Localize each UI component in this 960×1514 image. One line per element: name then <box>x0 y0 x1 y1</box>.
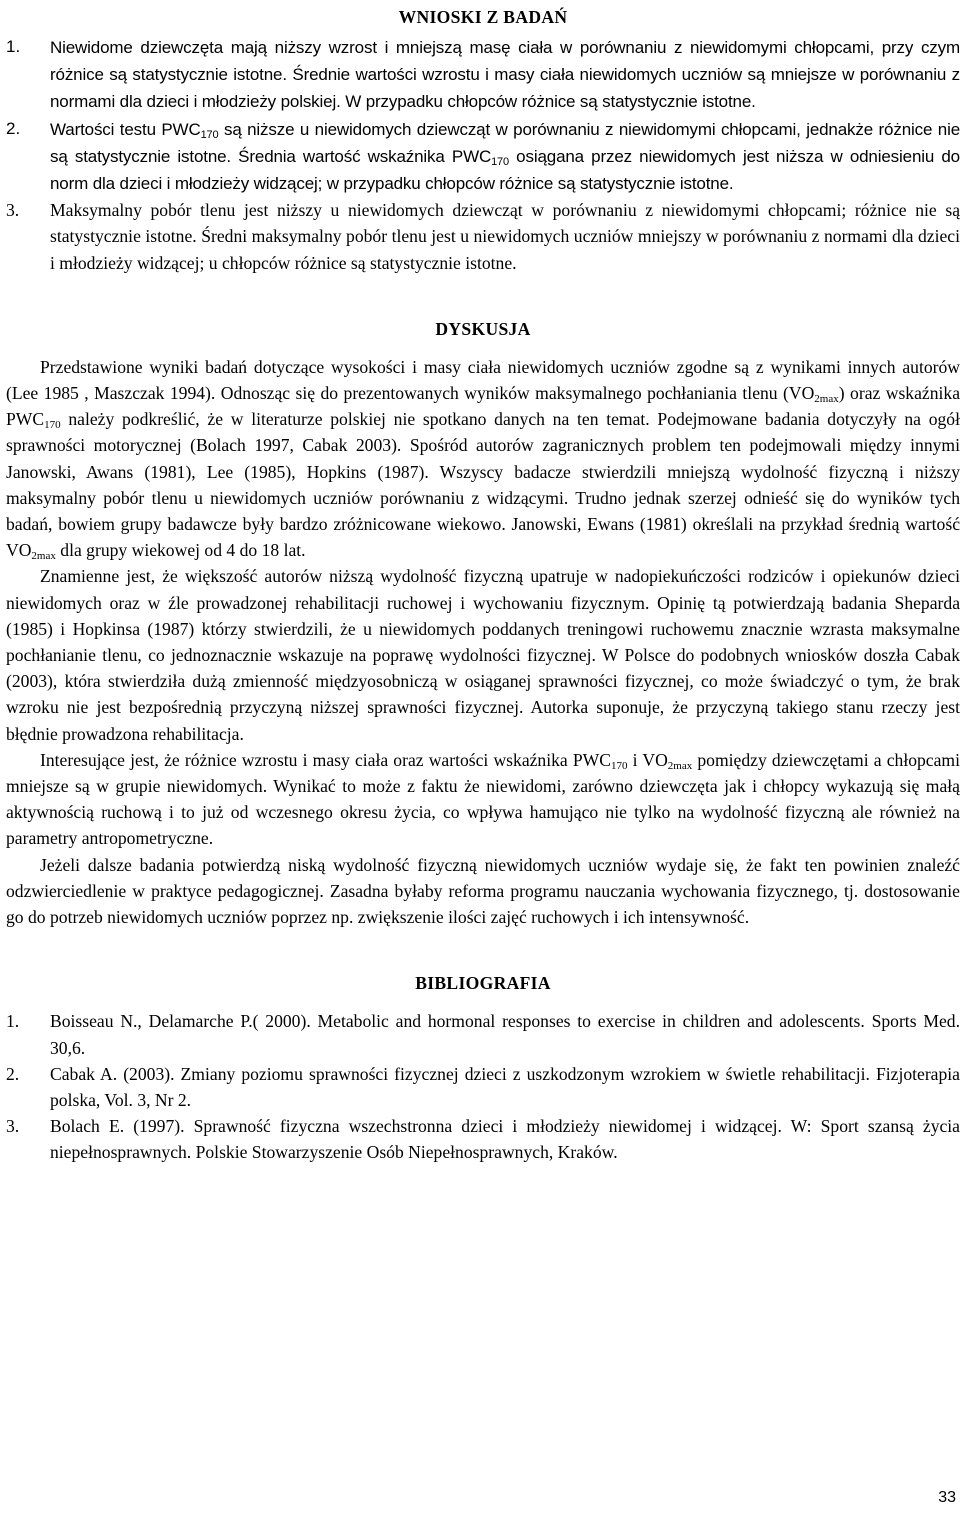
bibliography-text: Bolach E. (1997). Sprawność fizyczna wszechstronna dzieci i młodzieży niewidomej i widzącej. W: Sport szansą życia niepełnosprawnych. Polskie Stowarzyszenie Osób Niepełnosprawnych, Kraków. <box>50 1116 960 1163</box>
subscript: 2max <box>31 550 56 563</box>
bibliography-text: Boisseau N., Delamarche P.( 2000). Metabolic and hormonal responses to exercise in children and adolescents. Sports Med. 30,6. <box>50 1011 960 1058</box>
text-segment: należy podkreślić, że w literaturze polskiej nie spotkano danych na ten temat. Podejmowane badania dotyczyły na ogół sprawności motorycznej (Bolach 1997, Cabak 2003). Spośród autorów zagranicznych problem ten podejmowali między innymi Janowski, Awans (1981), Lee (1985), Hopkins (1987). Wszyscy badacze stwierdzili mniejszą wydolność fizyczną i niższy maksymalny pobór tlenu u niewidomych uczniów porównaniu z widzącymi. Trudno jednak szerzej odnieść się do wyników tych badań, bowiem grupy badawcze były bardzo zróżnicowane wiekowo. Janowski, Ewans (1981) określali na przykład średnią wartość VO <box>6 409 960 561</box>
subscript: 2max <box>814 393 839 406</box>
conclusion-number: 1. <box>6 37 21 56</box>
discussion-paragraph <box>6 354 960 564</box>
discussion-paragraph: Znamienne jest, że większość autorów niższą wydolność fizyczną upatruje w nadopiekuńczości rodziców i opiekunów dzieci niewidomych oraz w źle prowadzonej rehabilitacji ruchowej i wychowaniu fizycznym. Opinię tą potwierdzają badania Sheparda (1985) i Hopkinsa (1987) którzy stwierdzili, że u niewidomych poddanych treningowi ruchowemu znacznie wzrasta maksymalne pochłanianie tlenu, co jednoznacznie wskazuje na poprawę wydolności fizycznej. W Polsce do podobnych wniosków doszła Cabak (2003), która stwierdziła dużą zmienność międzyosobniczą w osiąganej sprawności fizycznej, co może świadczyć o tym, że brak wzroku nie jest bezpośrednią przyczyną niższej sprawności fizycznej. Autorka suponuje, że przyczyną takiego stanu rzeczy jest błędnie prowadzona rehabilitacja. <box>6 566 960 744</box>
discussion-heading: DYSKUSJA <box>435 318 531 339</box>
conclusion-item <box>6 34 960 116</box>
subscript: 170 <box>491 155 509 168</box>
conclusions-list <box>6 34 960 276</box>
bibliography-text: Cabak A. (2003). Zmiany poziomu sprawności fizycznej dzieci z uszkodzonym wzrokiem w świetle rehabilitacji. Fizjoterapia polska, Vol. 3, Nr 2. <box>50 1063 960 1110</box>
text-segment: Przedstawione wyniki badań dotyczące wysokości i masy ciała niewidomych uczniów zgodne są z wynikami innych autorów (Lee 1985 , Maszczak 1994). Odnosząc się do prezentowanych wyników maksymalnego pochłaniania tlenu (VO <box>6 356 960 404</box>
text-segment: pomiędzy dziewczętami a chłopcami mniejsze są w grupie niewidomych. Wynikać to może z faktu że niewidomi, zarówno dziewczęta jak i chłopcy wykazują się małą aktywnością ruchową i to już od wczesnego okresu życia, co wpływa hamująco nie tylko na wydolność fizyczną ale również na parametry antropometryczne. <box>6 749 960 849</box>
text-segment: osiągana przez niewidomych jest niższa w odniesieniu do norm dla dzieci i młodzieży widzącej; w przypadku chłopców różnice są statystycznie istotne. <box>50 146 960 194</box>
text-segment: Interesujące jest, że różnice wzrostu i masy ciała oraz wartości wskaźnika PWC <box>40 749 611 770</box>
text-segment: ) oraz wskaźnika PWC <box>6 383 960 430</box>
document-page <box>6 4 960 1166</box>
bibliography-number: 2. <box>6 1063 20 1084</box>
conclusion-number: 3. <box>6 200 20 221</box>
text-segment: Wartości testu PWC <box>50 119 201 139</box>
conclusions-section <box>6 4 960 276</box>
bibliography-entry <box>6 1061 960 1113</box>
conclusions-heading: WNIOSKI Z BADAŃ <box>398 7 568 27</box>
bibliography-list <box>6 1008 960 1165</box>
discussion-paragraph <box>6 747 960 852</box>
conclusion-item <box>6 116 960 198</box>
conclusion-item <box>6 197 960 276</box>
bibliography-number: 3. <box>6 1116 20 1137</box>
subscript: 170 <box>44 419 61 432</box>
bibliography-section <box>6 970 960 1165</box>
conclusion-text: Maksymalny pobór tlenu jest niższy u niewidomych dziewcząt w porównaniu z niewidomymi chłopcami; różnice nie są statystycznie istotne. Średni maksymalny pobór tlenu jest u niewidomych uczniów mniejszy w porównaniu z normami dla dzieci i młodzieży widzącej; u chłopców różnice są statystycznie istotne. <box>50 200 960 273</box>
conclusion-number: 2. <box>6 118 21 138</box>
text-segment: i VO <box>627 749 668 770</box>
subscript: 170 <box>200 128 219 141</box>
page-number: 33 <box>938 1489 956 1506</box>
bibliography-number: 1. <box>6 1011 20 1032</box>
discussion-paragraph: Jeżeli dalsze badania potwierdzą niską wydolność fizyczną niewidomych uczniów wydaje się, że fakt ten powinien znaleźć odzwierciedlenie w praktyce pedagogicznej. Zasadna byłaby reforma programu nauczania wychowania fizycznego, tj. dostosowanie go do potrzeb niewidomych uczniów poprzez np. zwiększenie ilości zajęć ruchowych i ich intensywność. <box>6 854 960 928</box>
text-segment: są niższe u niewidomych dziewcząt w porównaniu z niewidomymi chłopcami, jednakże różnice nie są statystycznie istotne. Średnia wartość wskaźnika PWC <box>50 119 960 166</box>
bibliography-heading: BIBLIOGRAFIA <box>415 973 551 994</box>
conclusion-text: Niewidome dziewczęta mają niższy wzrost i mniejszą masę ciała w porównaniu z niewidomymi chłopcami, przy czym różnice są statystycznie istotne. Średnie wartości wzrostu i masy ciała niewidomych uczniów są mniejsze w porównaniu z normami dla dzieci i młodzieży polskiej. W przypadku chłopców różnice są statystycznie istotne. <box>50 38 960 112</box>
discussion-section <box>6 316 960 930</box>
bibliography-entry <box>6 1008 960 1060</box>
text-segment: dla grupy wiekowej od 4 do 18 lat. <box>55 540 306 561</box>
bibliography-entry <box>6 1113 960 1165</box>
subscript: 170 <box>611 759 628 772</box>
conclusion-text <box>50 120 960 193</box>
subscript: 2max <box>667 759 693 772</box>
